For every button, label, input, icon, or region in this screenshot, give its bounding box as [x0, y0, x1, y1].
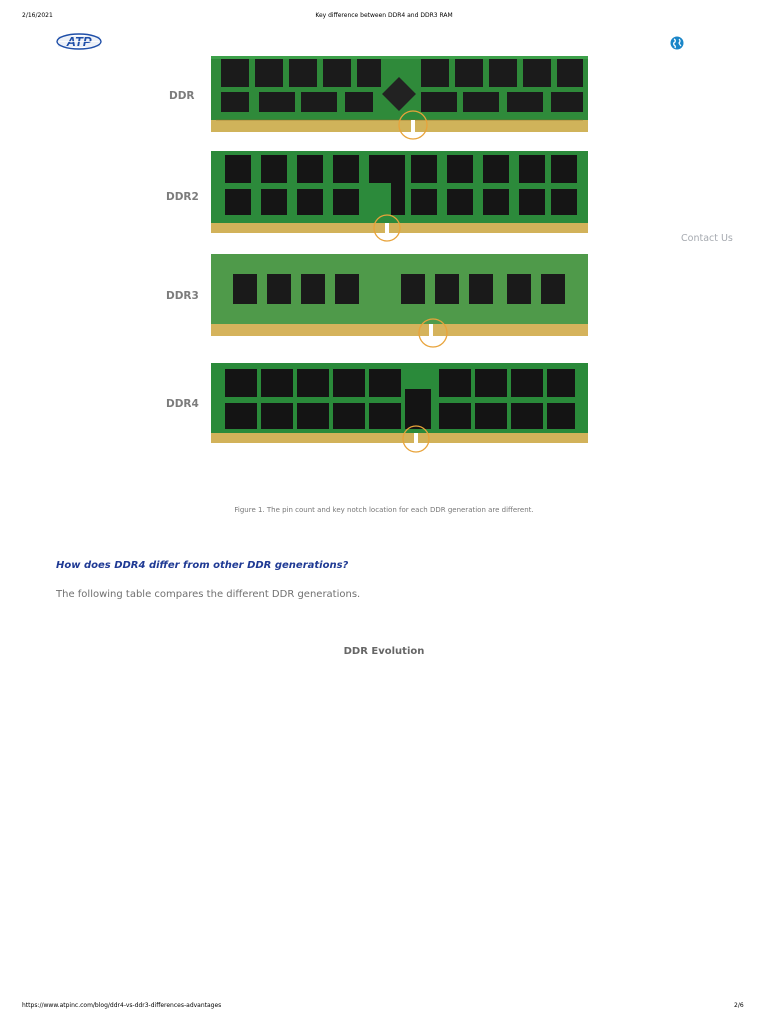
table-title: DDR Evolution [343, 646, 425, 657]
module-label-ddr2: DDR2 [166, 191, 199, 203]
globe-icon[interactable] [670, 35, 684, 49]
print-header-date: 2/16/2021 [22, 12, 53, 19]
atp-logo[interactable] [56, 33, 102, 50]
ddr4-module-image [211, 363, 588, 455]
print-footer-page: 2/6 [734, 1002, 744, 1009]
atp-logo-text: ATP [66, 34, 92, 49]
module-label-ddr3: DDR3 [166, 290, 199, 302]
module-label-ddr: DDR [169, 90, 195, 102]
figure-caption: Figure 1. The pin count and key notch location for each DDR generation are different. [234, 506, 534, 514]
print-header-title: Key difference between DDR4 and DDR3 RAM [315, 12, 453, 19]
contact-us-link[interactable]: Contact Us [681, 233, 733, 244]
print-footer-url: https://www.atpinc.com/blog/ddr4-vs-ddr3-differences-advantages [22, 1002, 222, 1009]
ddr2-module-image [211, 151, 588, 243]
section-intro: The following table compares the different DDR generations. [56, 589, 361, 600]
ddr3-module-image [211, 254, 588, 348]
section-heading: How does DDR4 differ from other DDR generations? [56, 560, 349, 571]
ddr-module-image [211, 56, 588, 146]
module-label-ddr4: DDR4 [166, 398, 199, 410]
